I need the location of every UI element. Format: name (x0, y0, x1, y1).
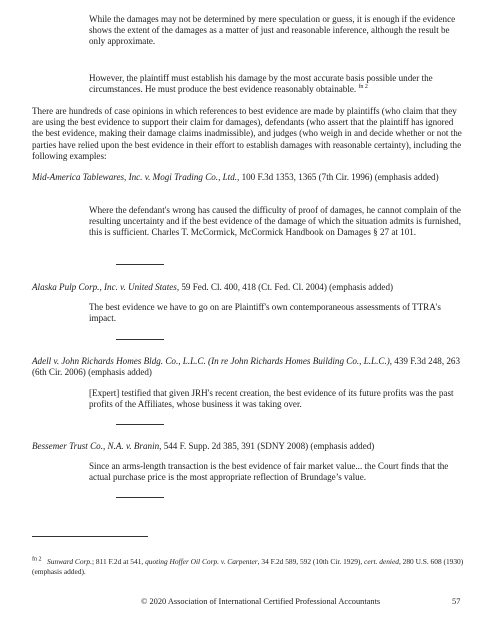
footnote-rule (32, 536, 148, 537)
block-quote-best-evidence: However, the plaintiff must establish his damage by the most accurate basis possible under the circumstances. He must produce the best evidence reasonably obtainable. $^{fn 2}$ (89, 73, 433, 95)
case-quote: The best evidence we have to go on are Plaintiff's own contemporaneous assessments of TTRA's impact. (89, 302, 441, 324)
separator-line (116, 339, 164, 340)
case-reference: , 100 F.3d 1353, 1365 (7th Cir. 1996) (emphasis added) (237, 172, 439, 182)
case-quote: [Expert] testified that given JRH's recent creation, the best evidence of its future profits was the past profits of the Affiliates, whose business it was taking over. (89, 388, 454, 410)
case-citation (32, 356, 462, 378)
case-name: Alaska Pulp Corp., Inc. v. United States (32, 282, 177, 292)
case-reference: , 544 F. Supp. 2d 385, 391 (SDNY 2008) (emphasis added) (159, 441, 375, 451)
separator-line (116, 424, 164, 425)
footnote-mark: fn 2 (32, 556, 42, 563)
separator-line (116, 264, 164, 265)
case-reference: , 439 F.3d 248, 263 (6th Cir. 2006) (emphasis added) (32, 356, 461, 378)
separator-line (116, 497, 164, 498)
footnote-quoting: quoting Hoffer Oil Corp. v. Carpenter (145, 557, 258, 566)
case-quote: Where the defendant's wrong has caused the difficulty of proof of damages, he cannot complain of the resulting uncertainty and if the best evidence of the damage of which the situation admits is furnished, this is sufficient. Charles T. McCormick, McCormick Handbook on Damages § 27 at 101. (89, 205, 461, 238)
footnote-case-name: Sunward Corp. (47, 557, 92, 566)
copyright-notice: © 2020 Association of International Certified Professional Accountants (141, 597, 381, 606)
case-quote: Since an arms-length transaction is the best evidence of fair market value... the Court finds that the actual purchase price is the most appropriate reflection of Brundage’s value. (89, 461, 449, 483)
page-number: 57 (452, 597, 461, 606)
case-name: Bessemer Trust Co., N.A. v. Branin (32, 441, 160, 451)
footnote-cert: cert. denied (364, 557, 399, 566)
case-name: Adell v. John Richards Homes Bldg. Co., L.L.C. (In re John Richards Homes Building Co., L.L.C.) (32, 356, 390, 366)
footnote-reference[interactable]: fn 2 (358, 84, 368, 91)
block-quote-opening: While the damages may not be determined by mere speculation or guess, it is enough if the evidence shows the extent of the damages as a matter of just and reasonable inference, although the result be only approximate. (89, 14, 456, 47)
case-citation (32, 172, 462, 183)
case-citation (32, 441, 462, 452)
case-citation (32, 282, 462, 293)
case-name: Mid-America Tablewares, Inc. v. Mogi Trading Co., Ltd. (32, 172, 238, 182)
body-paragraph: There are hundreds of case opinions in which references to best evidence are made by plaintiffs (who claim that they are using the best evidence to support their claim for damages), defendants (who assert that the plaintiff has ignored the best evidence, making their damage claims inadmissible), and judges (who weigh in and decide whether or not the parties have relied upon the best evidence in their effort to establish damages with reasonable certainty), including the following examples: (32, 106, 462, 161)
footnote: $^{fn 2}$ Sunward Corp.; 811 F.2d at 541, quoting Hoffer Oil Corp. v. Carpenter, 34 F.2d 589, 592 (10th Cir. 1929), cert. denied, 280 U.S. 608 (1930) (emphasis added). (32, 556, 464, 576)
case-reference: , 59 Fed. Cl. 400, 418 (Ct. Fed. Cl. 2004) (emphasis added) (176, 282, 394, 292)
